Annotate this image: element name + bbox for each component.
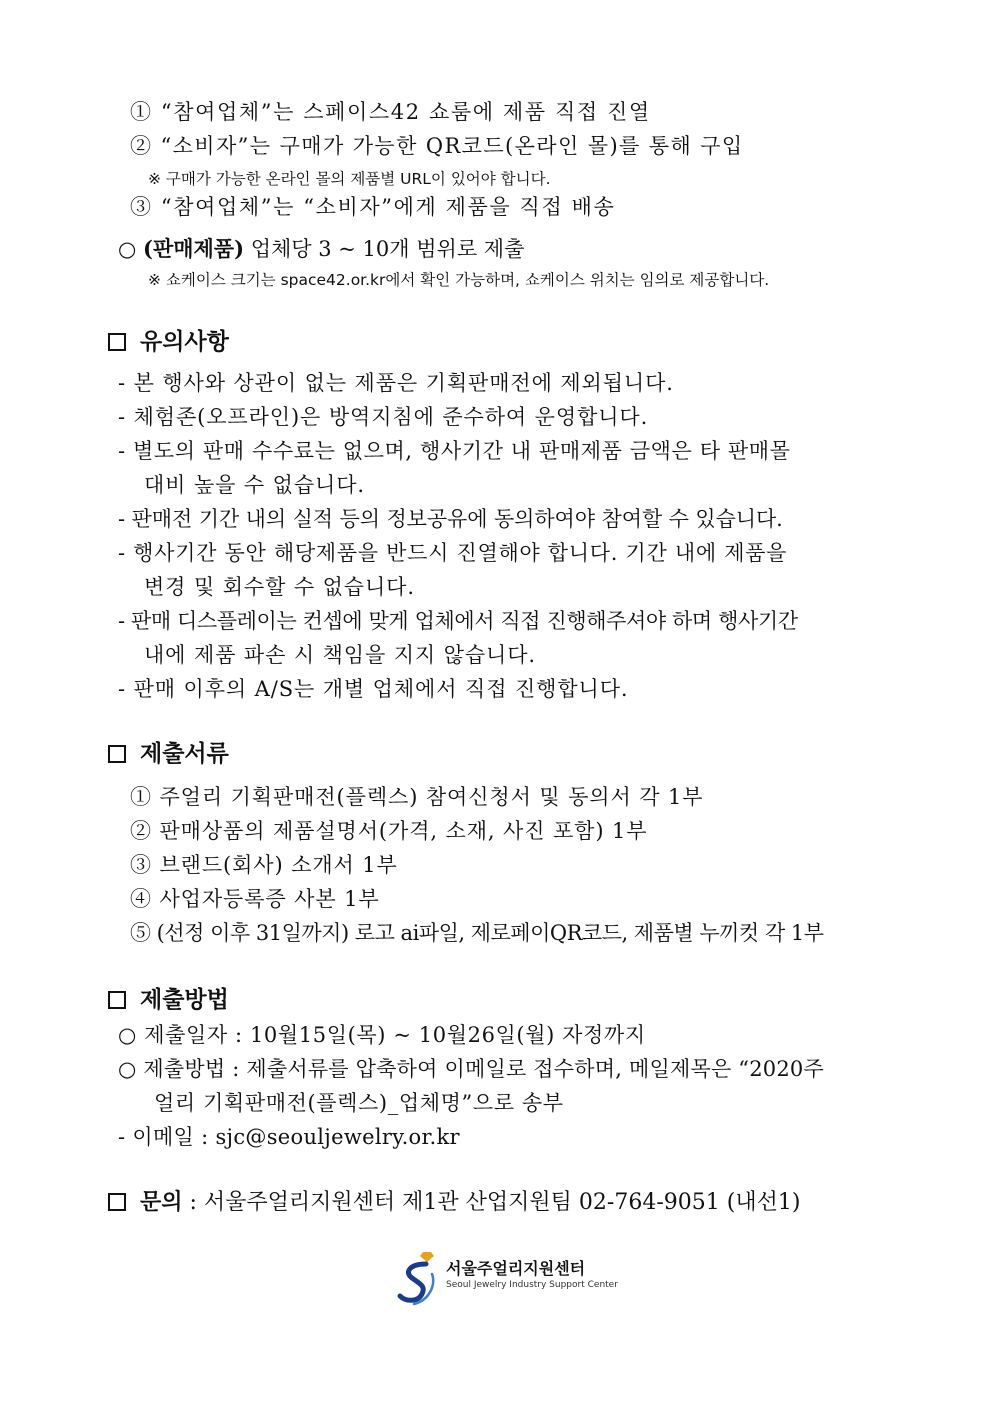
notes-item-5: - 행사기간 동안 해당제품을 반드시 진열해야 합니다. 기간 내에 제품을: [118, 541, 788, 565]
notes-item-6-cont: 내에 제품 파손 시 책임을 지지 않습니다.: [144, 643, 537, 667]
notes-item-1: - 본 행사와 상관이 없는 제품은 기획판매전에 제외됩니다.: [118, 371, 674, 395]
notes-item-3-cont: 대비 높을 수 없습니다.: [144, 473, 365, 497]
method-item-method: ○ 제출방법 : 제출서류를 압축하여 이메일로 접수하며, 메일제목은 “2020주: [118, 1057, 824, 1081]
section-heading-documents: [108, 738, 229, 770]
notes-item-4: - 판매전 기간 내의 실적 등의 정보공유에 동의하여야 참여할 수 있습니다.: [118, 507, 783, 531]
document-item-2: ② 판매상품의 제품설명서(가격, 소재, 사진 포함) 1부: [130, 819, 648, 843]
step-3: ③ “참여업체”는 “소비자”에게 제품을 직접 배송: [130, 195, 616, 219]
notes-item-3: - 별도의 판매 수수료는 없으며, 행사기간 내 판매제품 금액은 타 판매몰: [118, 439, 791, 463]
logo-subtitle: Seoul Jewelry Industry Support Center: [446, 1280, 618, 1290]
contact-label: 문의: [140, 1190, 183, 1215]
jewel-s-logo-icon: [396, 1250, 444, 1308]
checkbox-square-icon: [108, 991, 126, 1009]
method-item-date: ○ 제출일자 : 10월15일(목) ~ 10월26일(월) 자정까지: [118, 1023, 646, 1047]
showcase-note: ※ 쇼케이스 크기는 space42.or.kr에서 확인 가능하며, 쇼케이스 위치는 임의로 제공합니다.: [148, 271, 770, 289]
sales-products-line: [118, 234, 524, 264]
document-item-1: ① 주얼리 기획판매전(플렉스) 참여신청서 및 동의서 각 1부: [130, 785, 704, 809]
notes-item-2: - 체험존(오프라인)은 방역지침에 준수하여 운영합니다.: [118, 405, 649, 429]
checkbox-square-icon: [108, 1193, 126, 1211]
contact-text: : 서울주얼리지원센터 제1관 산업지원팀 02-764-9051 (내선1): [182, 1190, 801, 1215]
step-1: ① “참여업체”는 스페이스42 쇼룸에 제품 직접 진열: [130, 100, 651, 124]
checkbox-square-icon: [108, 745, 126, 763]
method-item-email: - 이메일 : sjc@seouljewelry.or.kr: [118, 1125, 460, 1149]
section-title: 유의사항: [140, 329, 229, 355]
notes-item-7: - 판매 이후의 A/S는 개별 업체에서 직접 진행합니다.: [118, 677, 629, 701]
method-item-method-cont: 얼리 기획판매전(플렉스)_업체명”으로 송부: [154, 1091, 564, 1115]
section-heading-notes: [108, 326, 229, 358]
document-item-4: ④ 사업자등록증 사본 1부: [130, 887, 380, 911]
contact-line: [108, 1187, 800, 1219]
sales-products-text: 업체당 3 ~ 10개 범위로 제출: [244, 237, 525, 261]
section-title: 제출방법: [140, 987, 229, 1013]
step-2: ② “소비자”는 구매가 가능한 QR코드(온라인 몰)를 통해 구입: [130, 134, 744, 158]
step-2-note: ※ 구매가 가능한 온라인 몰의 제품별 URL이 있어야 합니다.: [148, 170, 551, 188]
section-title: 제출서류: [140, 741, 229, 767]
document-item-3: ③ 브랜드(회사) 소개서 1부: [130, 853, 398, 877]
logo-title: 서울주얼리지원센터: [446, 1259, 586, 1278]
section-heading-method: [108, 984, 229, 1016]
bullet-circle: ○: [118, 237, 137, 261]
checkbox-square-icon: [108, 333, 126, 351]
document-item-5: ⑤ (선정 이후 31일까지) 로고 ai파일, 제로페이QR코드, 제품별 누끼컷 각 1부: [130, 921, 824, 945]
sales-products-label: (판매제품): [143, 236, 245, 261]
center-logo: [396, 1250, 618, 1308]
notes-item-6: - 판매 디스플레이는 컨셉에 맞게 업체에서 직접 진행해주셔야 하며 행사기간: [118, 609, 798, 633]
notes-item-5-cont: 변경 및 회수할 수 없습니다.: [144, 575, 415, 599]
